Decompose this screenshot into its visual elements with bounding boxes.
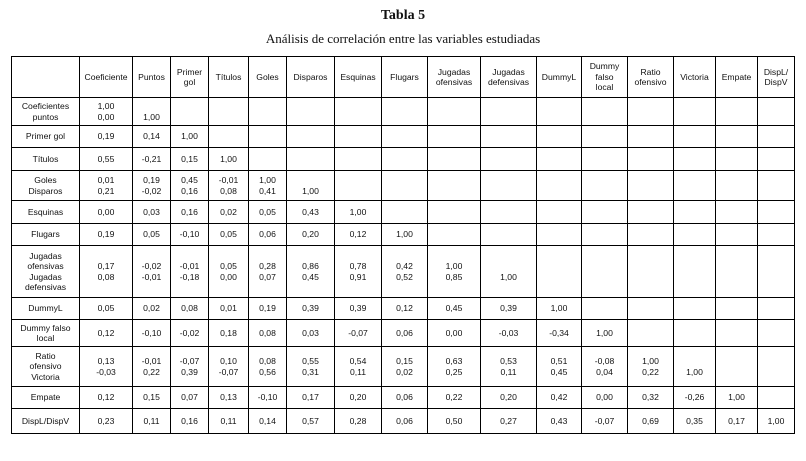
table-row: [12, 409, 795, 434]
table-row: [12, 126, 795, 148]
table-cell: [758, 320, 795, 347]
table-cell: [716, 347, 758, 387]
table-cell: 0,78 0,91: [335, 246, 382, 298]
table-row: [12, 320, 795, 347]
column-header: DummyL: [537, 57, 582, 98]
table-cell: [628, 246, 674, 298]
table-cell: [428, 148, 481, 171]
table-cell: [674, 98, 716, 126]
table-cell: 0,22: [428, 387, 481, 409]
column-header: [12, 57, 80, 98]
row-header: Ratio ofensivo Victoria: [12, 347, 80, 387]
table-cell: 0,02: [133, 298, 171, 320]
table-row: [12, 224, 795, 246]
table-cell: [758, 148, 795, 171]
table-cell: [428, 171, 481, 201]
table-cell: [537, 224, 582, 246]
table-cell: [481, 201, 537, 224]
table-cell: 0,03: [133, 201, 171, 224]
table-cell: 1,00: [582, 320, 628, 347]
column-header: Disparos: [287, 57, 335, 98]
table-cell: [537, 126, 582, 148]
table-cell: 0,39: [335, 298, 382, 320]
table-cell: [674, 148, 716, 171]
table-subtitle: Análisis de correlación entre las variables estudiadas: [265, 31, 541, 46]
table-cell: 0,55: [80, 148, 133, 171]
table-cell: [674, 298, 716, 320]
table-cell: 0,55 0,31: [287, 347, 335, 387]
table-cell: 1,00: [209, 148, 249, 171]
table-cell: -0,10: [249, 387, 287, 409]
table-cell: [716, 148, 758, 171]
table-cell: 0,19: [80, 126, 133, 148]
table-cell: 0,11: [209, 409, 249, 434]
row-header: Empate: [12, 387, 80, 409]
table-cell: [382, 98, 428, 126]
table-cell: 0,02: [209, 201, 249, 224]
row-header: Dummy falso local: [12, 320, 80, 347]
table-cell: 0,10 -0,07: [209, 347, 249, 387]
column-header: Puntos: [133, 57, 171, 98]
row-header: DummyL: [12, 298, 80, 320]
table-cell: 0,28 0,07: [249, 246, 287, 298]
table-cell: 0,54 0,11: [335, 347, 382, 387]
table-cell: 0,20: [481, 387, 537, 409]
table-cell: 1,00: [287, 171, 335, 201]
table-cell: [674, 201, 716, 224]
table-cell: -0,01 0,08: [209, 171, 249, 201]
table-cell: 0,00: [428, 320, 481, 347]
table-cell: [428, 98, 481, 126]
table-cell: [716, 298, 758, 320]
table-cell: 0,20: [335, 387, 382, 409]
table-row: [12, 201, 795, 224]
table-cell: [716, 98, 758, 126]
table-cell: -0,10: [171, 224, 209, 246]
table-cell: [335, 148, 382, 171]
table-cell: 1,00: [481, 246, 537, 298]
table-cell: 0,20: [287, 224, 335, 246]
table-cell: [716, 171, 758, 201]
table-cell: [428, 201, 481, 224]
column-header: Goles: [249, 57, 287, 98]
column-header: Dummy falso local: [582, 57, 628, 98]
table-cell: -0,02: [171, 320, 209, 347]
table-cell: 0,50: [428, 409, 481, 434]
table-cell: -0,01 0,22: [133, 347, 171, 387]
table-cell: 1,00: [133, 98, 171, 126]
table-cell: [758, 171, 795, 201]
table-cell: 1,00: [674, 347, 716, 387]
table-cell: [628, 320, 674, 347]
table-cell: 0,69: [628, 409, 674, 434]
table-cell: [716, 201, 758, 224]
row-header: Jugadas ofensivas Jugadas defensivas: [12, 246, 80, 298]
table-cell: 0,45: [428, 298, 481, 320]
table-cell: 0,12: [382, 298, 428, 320]
table-cell: 0,57: [287, 409, 335, 434]
table-cell: 1,00: [716, 387, 758, 409]
table-cell: [758, 347, 795, 387]
table-cell: 0,16: [171, 201, 209, 224]
column-header: Jugadas ofensivas: [428, 57, 481, 98]
table-cell: 0,53 0,11: [481, 347, 537, 387]
table-cell: [582, 246, 628, 298]
table-cell: 0,12: [80, 320, 133, 347]
table-row: [12, 98, 795, 126]
table-cell: [674, 126, 716, 148]
table-cell: [582, 201, 628, 224]
table-cell: [335, 98, 382, 126]
row-header: Flugars: [12, 224, 80, 246]
table-cell: [674, 171, 716, 201]
table-row: [12, 347, 795, 387]
table-cell: [758, 387, 795, 409]
table-cell: 0,13: [209, 387, 249, 409]
table-cell: 0,39: [287, 298, 335, 320]
table-cell: 0,03: [287, 320, 335, 347]
table-cell: [628, 148, 674, 171]
table-cell: 0,17: [287, 387, 335, 409]
table-cell: 0,42: [537, 387, 582, 409]
table-cell: [716, 246, 758, 298]
table-cell: 0,45 0,16: [171, 171, 209, 201]
table-cell: 0,43: [287, 201, 335, 224]
table-cell: 1,00 0,22: [628, 347, 674, 387]
table-cell: [171, 98, 209, 126]
table-cell: 0,42 0,52: [382, 246, 428, 298]
table-cell: 0,08: [249, 320, 287, 347]
table-caption: Tabla 5: [380, 8, 426, 23]
table-cell: [537, 98, 582, 126]
table-cell: -0,07 0,39: [171, 347, 209, 387]
table-cell: [758, 126, 795, 148]
table-cell: [382, 201, 428, 224]
table-cell: 1,00 0,41: [249, 171, 287, 201]
table-cell: [287, 126, 335, 148]
table-cell: 0,07: [171, 387, 209, 409]
table-cell: 0,16: [171, 409, 209, 434]
table-cell: 0,05: [209, 224, 249, 246]
table-cell: 0,06: [382, 320, 428, 347]
table-cell: [537, 201, 582, 224]
table-cell: 0,15: [133, 387, 171, 409]
table-cell: 0,05: [80, 298, 133, 320]
table-cell: 0,05: [249, 201, 287, 224]
table-cell: 0,11: [133, 409, 171, 434]
table-cell: [481, 126, 537, 148]
table-cell: 0,19: [80, 224, 133, 246]
table-cell: 0,01: [209, 298, 249, 320]
table-cell: 0,05 0,00: [209, 246, 249, 298]
table-cell: 0,86 0,45: [287, 246, 335, 298]
table-cell: 0,05: [133, 224, 171, 246]
table-cell: [537, 246, 582, 298]
table-cell: -0,07: [335, 320, 382, 347]
table-cell: [249, 148, 287, 171]
table-cell: 1,00: [171, 126, 209, 148]
table-cell: 0,00: [582, 387, 628, 409]
row-header: DispL/DispV: [12, 409, 80, 434]
column-header: DispL/ DispV: [758, 57, 795, 98]
table-cell: [428, 224, 481, 246]
table-cell: [537, 171, 582, 201]
table-cell: [758, 224, 795, 246]
table-cell: [716, 320, 758, 347]
row-header: Goles Disparos: [12, 171, 80, 201]
table-cell: 1,00 0,85: [428, 246, 481, 298]
table-cell: 0,43: [537, 409, 582, 434]
table-cell: 0,39: [481, 298, 537, 320]
table-cell: [582, 171, 628, 201]
table-cell: 0,32: [628, 387, 674, 409]
table-cell: [209, 98, 249, 126]
table-cell: 1,00: [758, 409, 795, 434]
column-header: Coeficiente: [80, 57, 133, 98]
table-cell: 0,17: [716, 409, 758, 434]
table-cell: 0,06: [382, 387, 428, 409]
table-row: [12, 387, 795, 409]
table-cell: 0,28: [335, 409, 382, 434]
table-cell: [628, 298, 674, 320]
table-cell: [628, 126, 674, 148]
table-row: [12, 298, 795, 320]
table-cell: [335, 126, 382, 148]
table-cell: [716, 126, 758, 148]
table-cell: 0,06: [382, 409, 428, 434]
table-cell: 0,00: [80, 201, 133, 224]
table-cell: -0,34: [537, 320, 582, 347]
table-cell: [287, 148, 335, 171]
table-cell: [287, 98, 335, 126]
table-cell: -0,01 -0,18: [171, 246, 209, 298]
table-cell: 0,01 0,21: [80, 171, 133, 201]
table-cell: 0,63 0,25: [428, 347, 481, 387]
table-cell: [382, 171, 428, 201]
table-cell: 0,15: [171, 148, 209, 171]
table-cell: -0,21: [133, 148, 171, 171]
table-cell: 0,23: [80, 409, 133, 434]
column-header: Jugadas defensivas: [481, 57, 537, 98]
column-header: Flugars: [382, 57, 428, 98]
table-cell: 0,08 0,56: [249, 347, 287, 387]
table-cell: [716, 224, 758, 246]
table-cell: [582, 148, 628, 171]
row-header: Primer gol: [12, 126, 80, 148]
table-cell: [758, 246, 795, 298]
table-cell: 0,15 0,02: [382, 347, 428, 387]
column-header: Ratio ofensivo: [628, 57, 674, 98]
table-cell: -0,02 -0,01: [133, 246, 171, 298]
row-header: Coeficientes puntos: [12, 98, 80, 126]
table-cell: 1,00: [537, 298, 582, 320]
table-cell: [582, 224, 628, 246]
table-cell: [382, 126, 428, 148]
table-cell: [674, 246, 716, 298]
column-header: Títulos: [209, 57, 249, 98]
table-cell: [481, 224, 537, 246]
table-cell: [249, 98, 287, 126]
table-cell: 0,17 0,08: [80, 246, 133, 298]
table-row: [12, 148, 795, 171]
table-cell: [628, 201, 674, 224]
table-cell: 0,18: [209, 320, 249, 347]
table-row: [12, 246, 795, 298]
table-row: [12, 171, 795, 201]
table-cell: 0,19: [249, 298, 287, 320]
table-cell: -0,07: [582, 409, 628, 434]
row-header: Esquinas: [12, 201, 80, 224]
table-cell: [249, 126, 287, 148]
table-cell: [537, 148, 582, 171]
table-cell: 0,14: [133, 126, 171, 148]
table-cell: 0,06: [249, 224, 287, 246]
table-cell: [628, 224, 674, 246]
table-cell: [628, 98, 674, 126]
table-cell: [481, 98, 537, 126]
table-cell: [674, 320, 716, 347]
table-cell: -0,10: [133, 320, 171, 347]
table-cell: [758, 201, 795, 224]
table-cell: 1,00: [382, 224, 428, 246]
table-cell: [382, 148, 428, 171]
table-cell: [758, 298, 795, 320]
column-header: Primer gol: [171, 57, 209, 98]
table-cell: -0,08 0,04: [582, 347, 628, 387]
table-cell: [481, 148, 537, 171]
table-cell: [582, 298, 628, 320]
row-header: Títulos: [12, 148, 80, 171]
column-header: Empate: [716, 57, 758, 98]
table-cell: 0,27: [481, 409, 537, 434]
table-cell: 1,00 0,00: [80, 98, 133, 126]
table-cell: [428, 126, 481, 148]
table-cell: 0,13 -0,03: [80, 347, 133, 387]
table-cell: 0,35: [674, 409, 716, 434]
table-cell: 0,51 0,45: [537, 347, 582, 387]
table-cell: 0,08: [171, 298, 209, 320]
table-cell: [335, 171, 382, 201]
table-cell: [758, 98, 795, 126]
table-cell: [582, 126, 628, 148]
table-cell: -0,03: [481, 320, 537, 347]
table-cell: 0,19 -0,02: [133, 171, 171, 201]
column-header: Esquinas: [335, 57, 382, 98]
table-cell: [209, 126, 249, 148]
table-cell: [674, 224, 716, 246]
table-cell: 0,12: [335, 224, 382, 246]
correlation-table: [11, 56, 795, 434]
column-header: Victoria: [674, 57, 716, 98]
table-cell: [628, 171, 674, 201]
table-cell: [582, 98, 628, 126]
table-cell: 0,12: [80, 387, 133, 409]
table-cell: 1,00: [335, 201, 382, 224]
table-cell: [481, 171, 537, 201]
table-cell: 0,14: [249, 409, 287, 434]
table-cell: -0,26: [674, 387, 716, 409]
header-row: [12, 57, 795, 98]
